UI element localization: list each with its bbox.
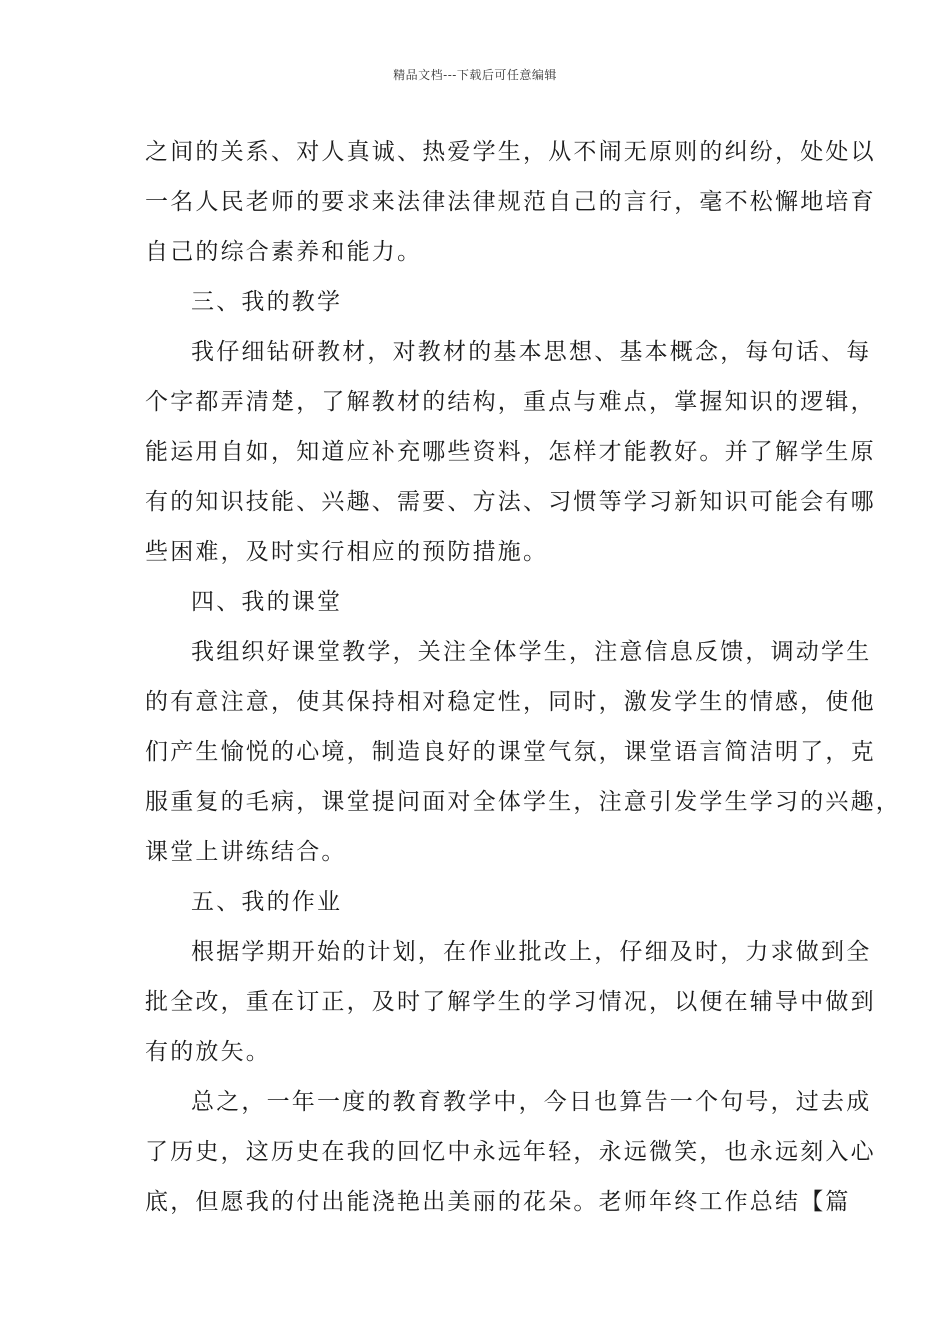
section-heading: 五、我的作业: [191, 889, 343, 915]
text-line: 底，但愿我的付出能浇艳出美丽的花朵。老师年终工作总结【篇: [145, 1189, 851, 1215]
section-heading: 四、我的课堂: [191, 589, 343, 615]
text-line: 有的放矢。: [145, 1039, 271, 1065]
text-line: 课堂上讲练结合。: [145, 839, 347, 865]
text-line: 了历史，这历史在我的回忆中永远年轻，永远微笑，也永远刻入心: [145, 1139, 876, 1165]
text-line: 些困难，及时实行相应的预防措施。: [145, 539, 549, 565]
text-line: 的有意注意，使其保持相对稳定性，同时，激发学生的情感，使他: [145, 689, 876, 715]
text-line: 们产生愉悦的心境，制造良好的课堂气氛，课堂语言简洁明了，克: [145, 739, 876, 765]
text-line: 我组织好课堂教学，关注全体学生，注意信息反馈，调动学生: [191, 639, 872, 665]
document-body: [145, 127, 901, 1227]
text-line: 自己的综合素养和能力。: [145, 239, 423, 265]
section-heading: 三、我的教学: [191, 289, 343, 315]
text-line: 有的知识技能、兴趣、需要、方法、习惯等学习新知识可能会有哪: [145, 489, 876, 515]
page-header: 精品文档---下载后可任意编辑: [393, 68, 557, 82]
text-line: 一名人民老师的要求来法律法律规范自己的言行，毫不松懈地培育: [145, 189, 876, 215]
text-line: 个字都弄清楚，了解教材的结构，重点与难点，掌握知识的逻辑，: [145, 389, 876, 415]
text-line: 批全改，重在订正，及时了解学生的学习情况，以便在辅导中做到: [145, 989, 876, 1015]
text-line: 我仔细钻研教材，对教材的基本思想、基本概念，每句话、每: [191, 339, 872, 365]
text-line: 能运用自如，知道应补充哪些资料，怎样才能教好。并了解学生原: [145, 439, 876, 465]
text-line: 之间的关系、对人真诚、热爱学生，从不闹无原则的纠纷，处处以: [145, 139, 876, 165]
text-line: 服重复的毛病，课堂提问面对全体学生，注意引发学生学习的兴趣，: [145, 789, 901, 815]
text-line: 总之，一年一度的教育教学中，今日也算告一个句号，过去成: [191, 1089, 872, 1115]
text-line: 根据学期开始的计划，在作业批改上，仔细及时，力求做到全: [191, 939, 872, 965]
